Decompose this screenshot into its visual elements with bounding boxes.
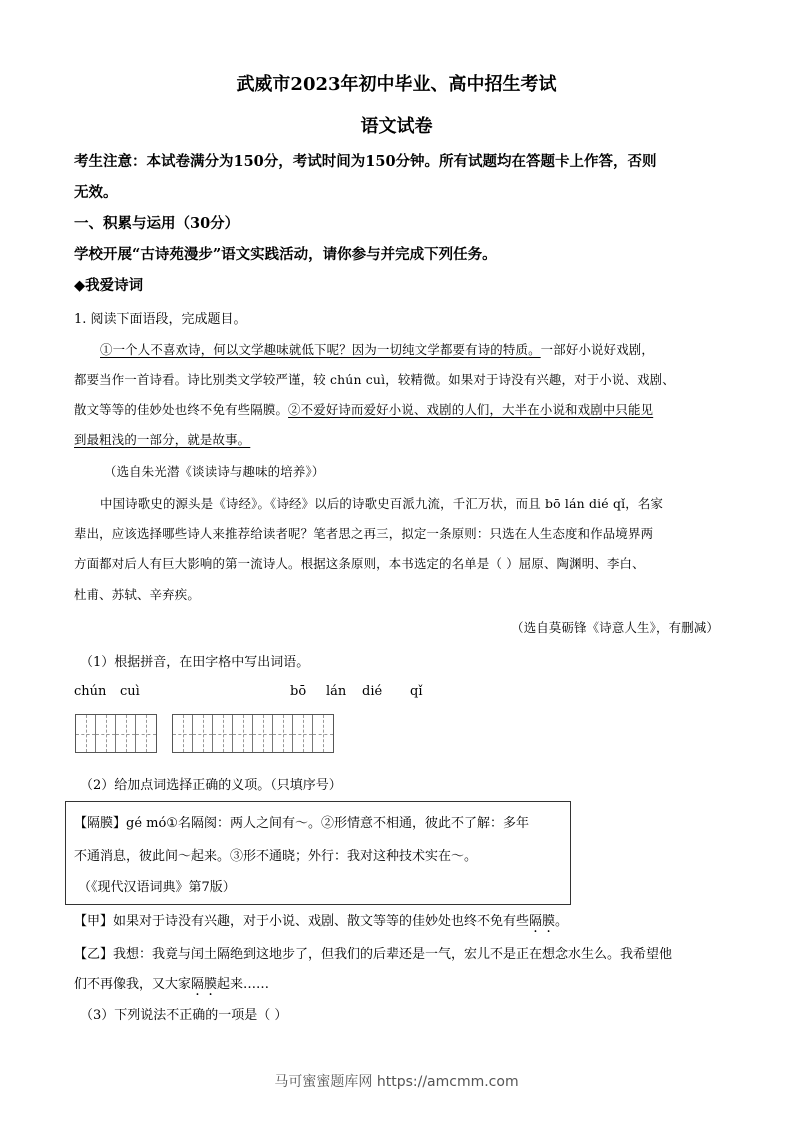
- pinyin-a-2: cuì: [120, 684, 140, 699]
- grid-cell[interactable]: [233, 715, 253, 752]
- grid-cell[interactable]: [213, 715, 233, 752]
- passage2-source: （选自莫砺锋《诗意人生》，有删减）: [511, 620, 719, 635]
- sentence-jia-suffix: 。: [555, 914, 569, 929]
- dictionary-source: （《现代汉语词典》第7版）: [78, 880, 236, 895]
- grid-cell[interactable]: [293, 715, 313, 752]
- dotted-char: 膜: [542, 914, 556, 929]
- sentence-jia: [74, 910, 568, 929]
- passage1-line-2: 都要当作一首诗看。诗比别类文学较严谨，较 chún cuì，较精微。如果对于诗没有兴趣，对于小说、戏剧、: [74, 372, 675, 387]
- passage1-line-3: [74, 400, 653, 418]
- sub-question-2-label: （2）给加点词选择正确的义项。（只填序号）: [80, 778, 342, 793]
- passage2-line-2: 辈出，应该选择哪些诗人来推荐给读者呢？笔者思之再三，拟定一条原则：只选在人生态度和作品境界两: [74, 526, 654, 541]
- writing-grid-a[interactable]: [75, 714, 157, 753]
- notice-line-2: 无效。: [74, 184, 118, 201]
- notice-line-1: 考生注意：本试卷满分为150分，考试时间为150分钟。所有试题均在答题卡上作答，否则: [74, 153, 657, 170]
- exam-subtitle: 语文试卷: [360, 116, 433, 137]
- pinyin-b-4: qǐ: [410, 684, 423, 699]
- passage1-line-1-rest: 一部好小说好戏剧，: [540, 342, 654, 357]
- underlined-sentence-2-end: 到最粗浅的一部分，就是故事。: [74, 432, 251, 447]
- writing-grid-b[interactable]: [172, 714, 334, 753]
- grid-cell[interactable]: [96, 715, 116, 752]
- grid-cell[interactable]: [273, 715, 293, 752]
- underlined-sentence-2: ②不爱好诗而爱好小说、戏剧的人们，大半在小说和戏剧中只能见: [288, 402, 654, 417]
- passage2-line-1: 中国诗歌史的源头是《诗经》。《诗经》以后的诗歌史百派九流，千汇万状，而且 bō lán dié qǐ，名家: [100, 496, 664, 511]
- dotted-char: 隔: [191, 977, 205, 992]
- grid-cell[interactable]: [253, 715, 273, 752]
- dotted-char: 隔: [529, 914, 543, 929]
- sub-question-1-label: （1）根据拼音，在田字格中写出词语。: [80, 655, 310, 670]
- grid-cell[interactable]: [76, 715, 96, 752]
- grid-cell[interactable]: [173, 715, 193, 752]
- sentence-yi-line-2: [74, 973, 269, 992]
- dictionary-line-2: 不通消息，彼此间～起来。③形不通晓；外行：我对这种技术实在～。: [74, 849, 478, 864]
- dictionary-line-1: 【隔膜】gé mó①名隔阂：两人之间有～。②形情意不相通，彼此不了解：多年: [74, 816, 529, 831]
- grid-cell[interactable]: [313, 715, 333, 752]
- sub-question-3-label: （3）下列说法不正确的一项是（ ）: [80, 1008, 288, 1023]
- footer-watermark: 马可蜜蜜题库网 https://amcmm.com: [274, 1074, 519, 1090]
- passage2-line-3: 方面都对后人有巨大影响的第一流诗人。根据这条原则，本书选定的名单是（ ）屈原、陶渊明、李白、: [74, 556, 645, 571]
- dotted-char: 膜: [204, 977, 218, 992]
- sentence-yi-prefix: 们不再像我，又大家: [74, 977, 192, 992]
- passage1-line-4: [74, 430, 250, 448]
- section-heading: 一、积累与运用（30分）: [74, 215, 240, 232]
- sub-heading: ◆我爱诗词: [74, 277, 144, 294]
- question-stem: 1. 阅读下面语段，完成题目。: [74, 312, 247, 327]
- passage1-line-3-plain: 散文等等的佳妙处也终不免有些隔膜。: [74, 402, 289, 417]
- sentence-jia-prefix: 【甲】如果对于诗没有兴趣，对于小说、戏剧、散文等等的佳妙处也终不免有些: [74, 914, 530, 929]
- passage1-line-1: [100, 340, 654, 358]
- grid-cell[interactable]: [193, 715, 213, 752]
- section-task: 学校开展“古诗苑漫步”语文实践活动，请你参与并完成下列任务。: [74, 246, 497, 263]
- pinyin-b-2: lán: [326, 684, 347, 699]
- sentence-yi-suffix: 起来……: [217, 977, 270, 992]
- grid-cell[interactable]: [136, 715, 156, 752]
- pinyin-a-1: chún: [74, 684, 107, 699]
- pinyin-b-3: dié: [362, 684, 383, 699]
- grid-cell[interactable]: [116, 715, 136, 752]
- sentence-yi-line-1: 【乙】我想：我竟与闰土隔绝到这地步了，但我们的后辈还是一气，宏儿不是正在想念水生么。我希望他: [74, 947, 673, 962]
- passage2-line-4: 杜甫、苏轼、辛弃疾。: [74, 587, 200, 602]
- pinyin-b-1: bō: [290, 684, 307, 699]
- underlined-sentence-1: ①一个人不喜欢诗，何以文学趣味就低下呢？因为一切纯文学都要有诗的特质。: [100, 342, 541, 357]
- passage1-source: （选自朱光潜《谈读诗与趣味的培养》）: [104, 464, 325, 479]
- exam-title: 武威市2023年初中毕业、高中招生考试: [236, 74, 557, 95]
